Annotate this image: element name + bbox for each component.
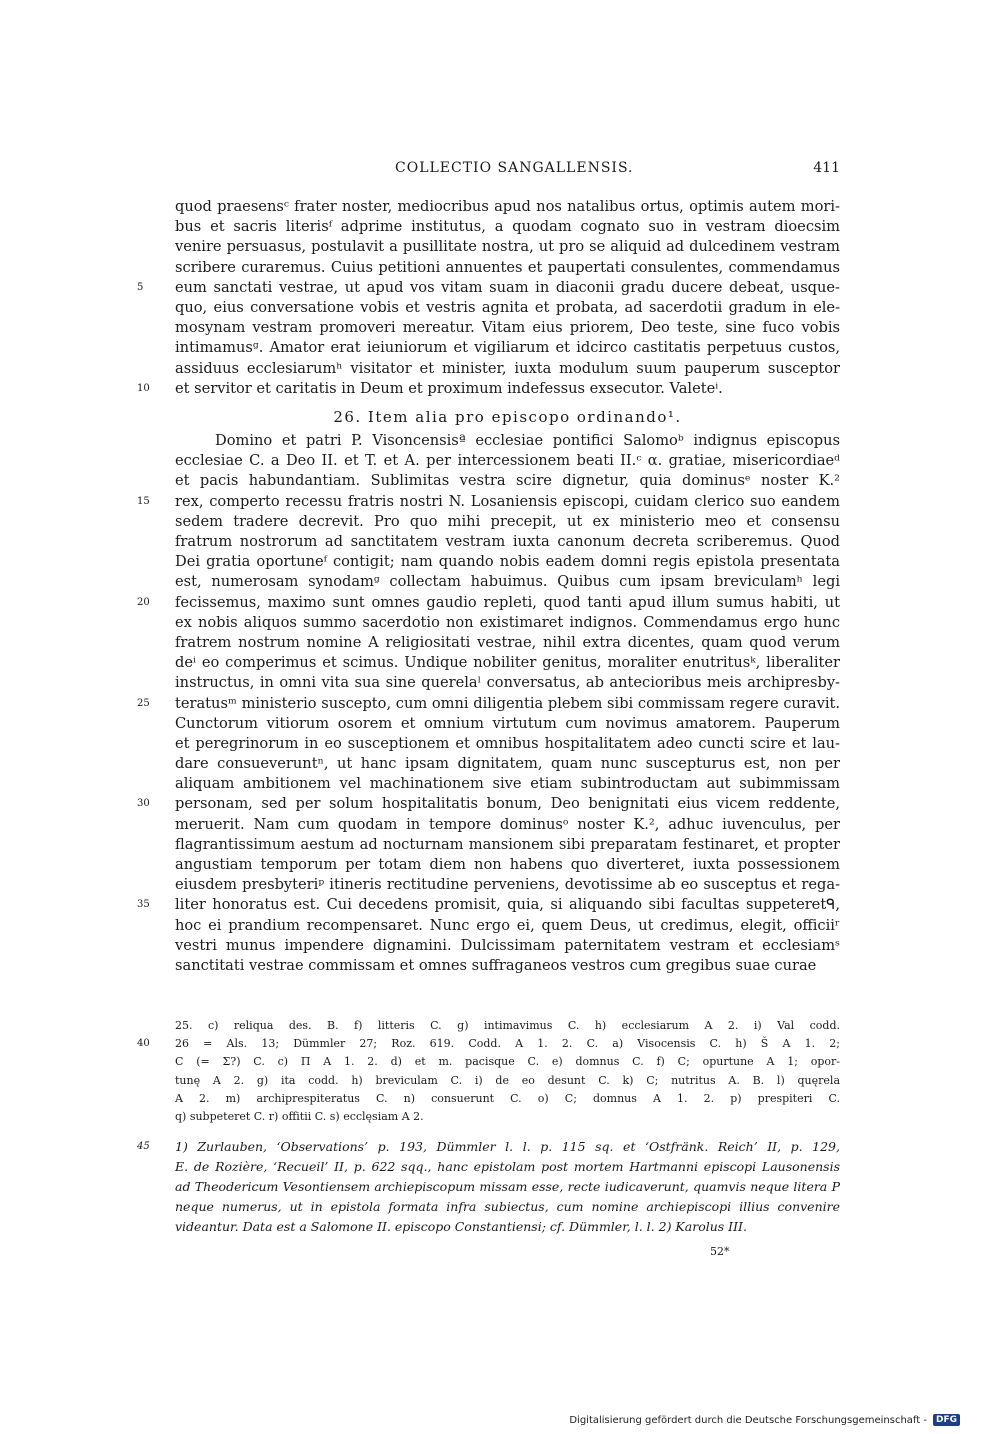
text-line <box>175 875 840 895</box>
apparatus-text: 25. c) reliqua des. B. f) litteris C. g) intimavimus C. h) ecclesiarum A 2. i) Val codd. <box>175 1019 840 1032</box>
apparatus-text: C (= Σ?) C. c) Π A 1. 2. d) et m. pacisque C. e) domnus C. f) C; opurtune A 1; opor- <box>175 1055 840 1069</box>
running-title: COLLECTIO SANGALLENSIS. <box>395 160 634 176</box>
text-line <box>175 774 840 794</box>
footnotes <box>137 1137 840 1237</box>
text-text: Cunctorum vitiorum osorem et omnium virtutum cum novimus amatorem. Pauperum <box>175 714 840 732</box>
text-line <box>175 532 840 552</box>
apparatus-text: q) subpeteret C. r) offitii C. s) ecclęsiam A 2. <box>175 1109 424 1123</box>
digitization-credit <box>569 1414 960 1426</box>
dfg-logo: DFG <box>933 1414 960 1426</box>
apparatus-line <box>175 1072 840 1090</box>
text-text: rex, comperto recessu fratris nostri N. Losaniensis episcopi, cuidam clerico suo eandem <box>175 492 840 510</box>
text-text: deⁱ eo comperimus et scimus. Undique nobiliter genitus, moraliter enutritusᵏ, liberaliter <box>175 654 840 672</box>
text-text: angustiam temporum per totam diem non habens quo diverteret, iuxta possessionem <box>175 856 840 873</box>
note-text: neque numerus, ut in epistola formata infra subiectus, cum nomine archiepiscopi illius convenire <box>175 1199 840 1214</box>
text-text: ex nobis aliquos summo sacerdotio non existimaret indignos. Commendamus ergo hunc <box>175 613 840 631</box>
text-text: flagrantissimum aestum ad nocturnam mansionem sibi preparatam festinaret, et propter <box>175 835 840 853</box>
text-text: quo, eius conversatione vobis et vestris agnita et probata, ad sacerdotii gradum in ele- <box>175 298 840 316</box>
text-line <box>137 593 840 613</box>
text-text: 26. Item alia pro episcopo ordinando¹. <box>333 407 682 426</box>
text-line <box>175 237 840 257</box>
text-line <box>175 359 840 379</box>
text-text: ecclesiae C. a Deo II. et T. et A. per intercessionem beati II.ᶜ α. gratiae, misericordiaeᵈ <box>175 452 840 470</box>
text-line <box>175 835 840 855</box>
credit-text: Digitalisierung gefördert durch die Deutsche Forschungsgemeinschaft - <box>569 1414 927 1426</box>
line-number: 10 <box>137 382 150 394</box>
text-text: scribere curaremus. Cuius petitioni annuentes et paupertati consulentes, commendamus <box>175 258 840 276</box>
text-line <box>175 653 840 673</box>
text-line <box>175 572 840 592</box>
text-text: mosynam vestram promoveri mereatur. Vitam eius priorem, Deo teste, sine fuco vobis <box>175 319 840 337</box>
text-line <box>137 895 840 915</box>
text-line <box>175 471 840 491</box>
line-number: 5 <box>137 281 144 293</box>
apparatus-line <box>137 1035 840 1053</box>
text-line <box>175 936 840 956</box>
line-number: 45 <box>137 1141 150 1152</box>
text-text: Dei gratia oportuneᶠ contigit; nam quando nobis eadem domni regis epistola presentata <box>175 553 840 571</box>
note-line <box>137 1137 840 1157</box>
text-text: intimamusᵍ. Amator erat ieiuniorum et vigiliarum et idcirco castitatis perpetuus custos, <box>175 339 840 357</box>
main-text <box>137 197 840 976</box>
text-line <box>137 379 840 399</box>
text-text: instructus, in omni vita sua sine querelaˡ conversatus, ab antecioribus meis archipresby- <box>175 674 840 692</box>
text-text: quod praesensᶜ frater noster, mediocribus apud nos natalibus ortus, optimis autem mori- <box>175 198 840 215</box>
text-text: teratusᵐ ministerio suscepto, cum omni diligentia plebem sibi commissam regere curavit. <box>175 694 840 712</box>
text-line <box>175 298 840 318</box>
text-text: et peregrinorum in eo susceptionem et omnibus hospitalitatem adeo cuncti scire et lau- <box>175 734 840 752</box>
text-text: hoc ei prandium recompensaret. Nunc ergo ei, quem Deus, ut credimus, elegit, officiiʳ <box>175 916 840 934</box>
line-number: 25 <box>137 697 150 709</box>
text-line <box>175 633 840 653</box>
text-text: et servitor et caritatis in Deum et proximum indefessus exsecutor. Valeteⁱ. <box>175 379 723 397</box>
text-line <box>175 956 840 976</box>
text-line <box>175 734 840 754</box>
note-text: E. de Rozière, ‘Recueil’ II, p. 622 sqq., hanc epistolam post mortem Hartmanni episcopi Lausonensis <box>175 1159 840 1174</box>
signature-mark: 52* <box>710 1245 730 1258</box>
text-text: personam, sed per solum hospitalitatis bonum, Deo benignitati eius vicem reddente, <box>175 795 840 813</box>
apparatus-line <box>175 1053 840 1071</box>
text-line <box>175 714 840 734</box>
text-line <box>175 815 840 835</box>
text-text: bus et sacris literisᶠ adprime institutus, a quodam cognato suo in vestram dioecsim <box>175 218 840 236</box>
text-text: Domino et patri P. Visoncensisª ecclesiae pontifici Salomoᵇ indignus episcopus <box>215 432 840 450</box>
page-number: 411 <box>813 160 840 176</box>
apparatus-text: tunę A 2. g) ita codd. h) breviculam C. i) de eo desunt C. k) C; nutritus A. B. l) quęrela <box>175 1073 840 1087</box>
text-line <box>175 916 840 936</box>
text-text: fratrum nostrorum ad sanctitatem vestram iuxta canonum decreta scriberemus. Quod <box>175 533 840 550</box>
text-text: liter honoratus est. Cui decedens promisit, quia, si aliquando sibi facultas suppeteretᑫ, <box>175 896 840 914</box>
text-line <box>175 338 840 358</box>
text-line <box>175 855 840 875</box>
text-line <box>175 318 840 338</box>
text-text: sedem tradere decrevit. Pro quo mihi precepit, ut ex ministerio meo et consensu <box>175 512 840 530</box>
text-line <box>137 492 840 512</box>
text-line <box>137 278 840 298</box>
text-text: eiusdem presbyteriᵖ itineris rectitudine perveniens, devotissime ab eo susceptus et rega- <box>175 876 840 894</box>
text-line <box>175 217 840 237</box>
text-line <box>175 613 840 633</box>
apparatus-text: 26 = Als. 13; Dümmler 27; Roz. 619. Codd. A 1. 2. C. a) Visocensis C. h) Š A 1. 2; <box>175 1037 840 1051</box>
text-text: est, numerosam synodamᵍ collectam habuimus. Quibus cum ipsam breviculamʰ legi <box>175 573 840 591</box>
note-line <box>175 1177 840 1197</box>
note-line <box>175 1197 840 1217</box>
text-line <box>175 431 840 451</box>
apparatus-line <box>175 1108 840 1126</box>
text-text: assiduus ecclesiarumʰ visitator et minister, iuxta modulum suum pauperum susceptor <box>175 359 840 377</box>
line-number: 15 <box>137 495 150 507</box>
text-line <box>137 794 840 814</box>
line-number: 35 <box>137 899 150 911</box>
line-number: 40 <box>137 1038 150 1050</box>
text-line <box>175 407 840 427</box>
text-line <box>137 694 840 714</box>
line-number: 20 <box>137 596 150 608</box>
text-text: aliquam ambitionem vel machinationem sive etiam subintroductam aut subimmissam <box>175 775 840 793</box>
critical-apparatus <box>137 1017 840 1126</box>
text-line <box>175 552 840 572</box>
note-line <box>175 1217 840 1237</box>
text-text: dare consueveruntⁿ, ut hanc ipsam dignitatem, quam nunc suscepturus est, non per <box>175 755 840 773</box>
note-text: 1) Zurlauben, ‘Observations’ p. 193, Dümmler l. l. p. 115 sq. et ‘Ostfränk. Reich’ II, p. 129, <box>175 1139 840 1154</box>
text-text: vestri munus impendere dignamini. Dulcissimam paternitatem vestram et ecclesiamˢ <box>175 936 840 954</box>
text-line <box>175 754 840 774</box>
text-line <box>175 258 840 278</box>
apparatus-line <box>175 1090 840 1108</box>
text-line <box>175 197 840 217</box>
text-text: et pacis habundantiam. Sublimitas vestra scire dignetur, quia dominusᵉ noster K.² <box>175 472 840 490</box>
note-text: ad Theodericum Vesontiensem archiepiscopum missam esse, recte iudicaverunt, quamvis neque litera P <box>175 1179 840 1194</box>
text-text: venire persuasus, postulavit a pusillitate nostra, ut pro se aliquid ad dulcedinem vestram <box>175 238 840 256</box>
text-text: fratrem nostrum nomine A religiositati vestrae, nihil extra dicentes, quam quod verum <box>175 633 840 651</box>
text-line <box>175 673 840 693</box>
text-text: eum sanctati vestrae, ut apud vos vitam suam in diaconii gradu ducere debeat, usque- <box>175 278 840 296</box>
apparatus-line <box>175 1017 840 1035</box>
apparatus-text: A 2. m) archiprespiteratus C. n) consuerunt C. o) C; domnus A 1. 2. p) prespiteri C. <box>175 1091 840 1105</box>
text-text: fecissemus, maximo sunt omnes gaudio repleti, quod tanti apud illum sumus habiti, ut <box>175 593 840 611</box>
note-line <box>175 1157 840 1177</box>
text-text: meruerit. Nam cum quodam in tempore dominusᵒ noster K.², adhuc iuvenculus, per <box>175 815 840 833</box>
text-line <box>175 512 840 532</box>
text-text: sanctitati vestrae commissam et omnes suffraganeos vestros cum gregibus suae curae <box>175 956 817 974</box>
text-line <box>175 451 840 471</box>
line-number: 30 <box>137 798 150 810</box>
running-header <box>175 160 840 182</box>
note-text: videantur. Data est a Salomone II. episcopo Constantiensi; cf. Dümmler, l. l. 2) Karolus III. <box>175 1219 747 1234</box>
